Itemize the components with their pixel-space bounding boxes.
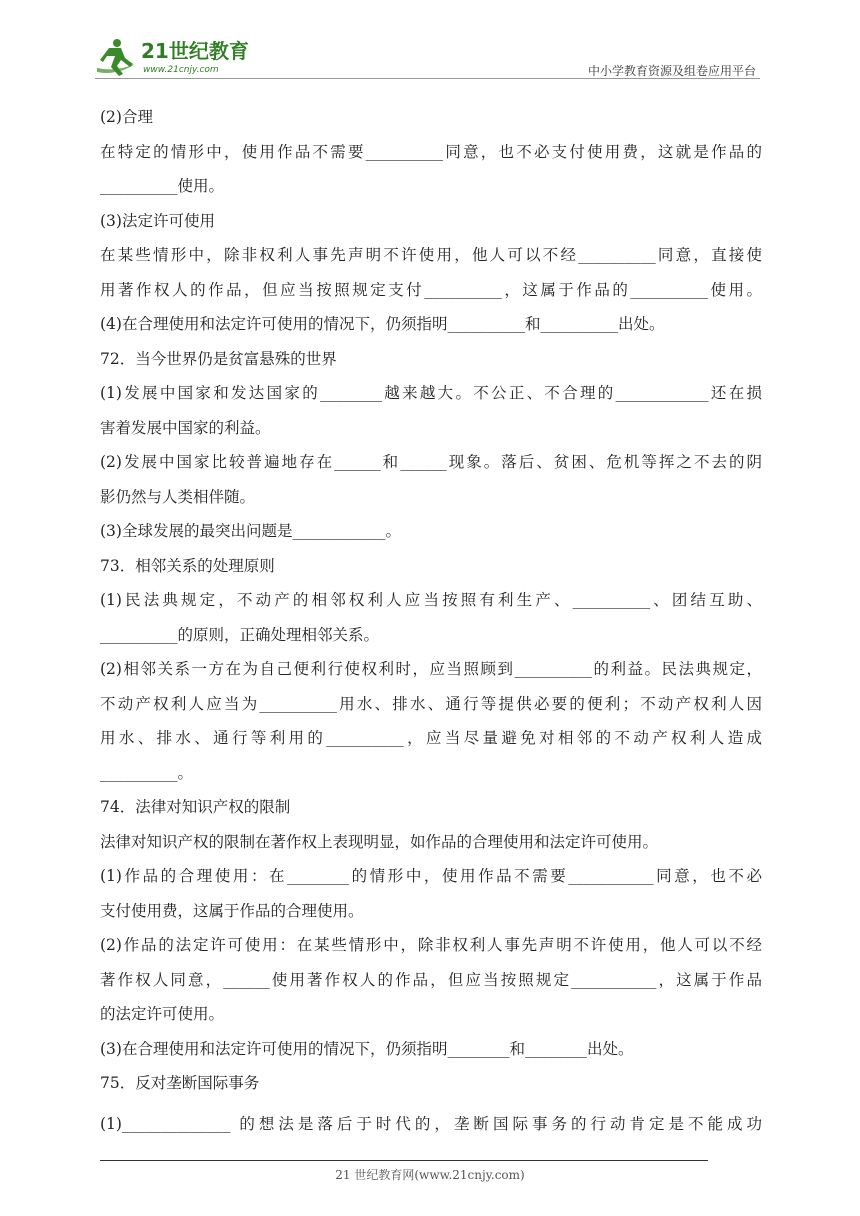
question-heading: 73．相邻关系的处理原则 [100,556,275,575]
text-line: (1)作品的合理使用：在________的情形中，使用作品不需要___________同意，也不必 [100,867,762,885]
text-line: 害着发展中国家的利益。 [100,418,271,437]
text-line: 法律对知识产权的限制在著作权上表现明显，如作品的合理使用和法定许可使用。 [100,832,659,851]
question-heading: 75．反对垄断国际事务 [100,1074,260,1092]
text-line: (3)全球发展的最突出问题是____________。 [100,522,401,540]
text-line: 用水、排水、通行等利用的__________，应当尽量避免对相邻的不动产权利人造成 [100,729,762,747]
text-line: (2)作品的法定许可使用：在某些情形中，除非权利人事先声明不许使用，他人可以不经 [100,936,762,954]
question-heading: 74．法律对知识产权的限制 [100,798,291,816]
footer-text: 21 世纪教育网(www.21cnjy.com) [335,1168,525,1182]
text-line: (3)在合理使用和法定许可使用的情况下，仍须指明________和________出处。 [100,1039,634,1058]
text-line: 在某些情形中，除非权利人事先声明不许使用，他人可以不经__________同意，直接使 [100,246,762,264]
text-line: 在特定的情形中，使用作品不需要__________同意，也不必支付使用费，这就是作品的 [100,142,762,161]
text-line: (2)相邻关系一方在为自己便利行使权利时，应当照顾到__________的利益。民法典规定， [100,660,762,678]
text-line: 支付使用费，这属于作品的合理使用。 [100,901,364,920]
text-line: 影仍然与人类相伴随。 [100,487,256,506]
text-line: 用著作权人的作品，但应当按照规定支付__________，这属于作品的__________使用。 [100,280,762,299]
header-divider [95,78,760,79]
document-body [100,100,762,1141]
text-line: (4)在合理使用和法定许可使用的情况下，仍须指明__________和__________出处。 [100,315,665,333]
page-header [95,30,760,80]
header-slogan: 中小学教育资源及组卷应用平台 [587,64,756,78]
text-line: __________使用。 [100,177,225,195]
svg-text:21世纪教育: 21世纪教育 [141,39,249,63]
text-line: (2)发展中国家比较普遍地存在______和______现象。落后、贫困、危机等挥之不去的阴 [100,453,762,471]
text-line: 的法定许可使用。 [100,1005,225,1023]
question-heading: 72．当今世界仍是贫富悬殊的世界 [100,349,337,368]
text-line: (2)合理 [100,108,153,126]
text-line: __________。 [100,763,194,782]
svg-text:www.21cnjy.com: www.21cnjy.com [143,65,219,75]
text-line: 不动产权利人应当为__________用水、排水、通行等提供必要的便利；不动产权利人因 [100,694,762,713]
footer-divider [100,1160,708,1161]
text-line: (1)民法典规定，不动产的相邻权利人应当按照有利生产、__________、团结互助、 [100,591,762,609]
site-logo [95,34,265,78]
text-line: (3)法定许可使用 [100,211,215,230]
text-line: 著作权人同意，______使用著作权人的作品，但应当按照规定___________，这属于作品 [100,970,762,989]
text-line: __________的原则，正确处理相邻关系。 [100,625,380,644]
text-line: (1)发展中国家和发达国家的________越来越大。不公正、不合理的____________还在损 [100,384,762,402]
text-line: (1)______________ 的想法是落后于时代的，垄断国际事务的行动肯定是不能成功 [100,1114,762,1133]
